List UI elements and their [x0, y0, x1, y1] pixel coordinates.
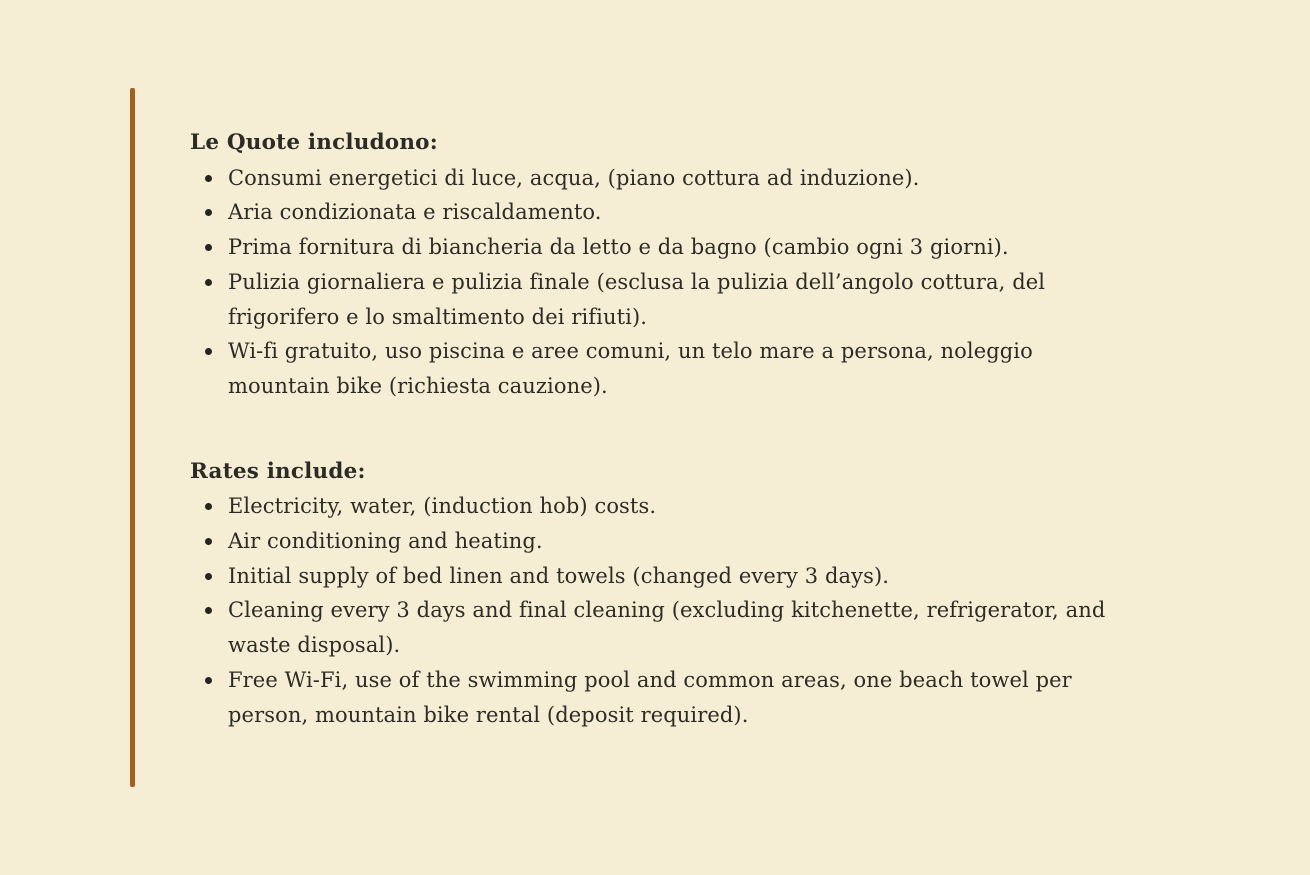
bullet-list-item: Electricity, water, (induction hob) costs.: [190, 489, 1113, 524]
bullet-list-item: Aria condizionata e riscaldamento.: [190, 195, 1113, 230]
bullet-list-item: Air conditioning and heating.: [190, 524, 1113, 559]
bullet-list-item: Cleaning every 3 days and final cleaning (excluding kitchenette, refrigerator, and waste disposal).: [190, 593, 1113, 662]
section-heading-italian: Le Quote includono:: [190, 130, 438, 155]
bullet-list-item: Consumi energetici di luce, acqua, (piano cottura ad induzione).: [190, 161, 1113, 196]
section-rates-english: [190, 455, 1113, 733]
bullet-list-item: Initial supply of bed linen and towels (changed every 3 days).: [190, 559, 1113, 594]
bullet-list-item: Wi-fi gratuito, uso piscina e aree comuni, un telo mare a persona, noleggio mountain bike (richiesta cauzione).: [190, 334, 1113, 403]
bullet-list-item: Prima fornitura di biancheria da letto e da bagno (cambio ogni 3 giorni).: [190, 230, 1113, 265]
content-area: [190, 126, 1113, 732]
bullet-list-item: Free Wi-Fi, use of the swimming pool and common areas, one beach towel per person, mountain bike rental (deposit required).: [190, 663, 1113, 732]
bullet-list-english: [190, 489, 1113, 732]
bullet-list-item: Pulizia giornaliera e pulizia finale (esclusa la pulizia dell’angolo cottura, del frigorifero e lo smaltimento dei rifiuti).: [190, 265, 1113, 334]
accent-bar: [130, 88, 135, 787]
section-heading-english: Rates include:: [190, 458, 366, 484]
bullet-list-italian: [190, 161, 1113, 404]
section-rates-italian: [190, 126, 1113, 404]
